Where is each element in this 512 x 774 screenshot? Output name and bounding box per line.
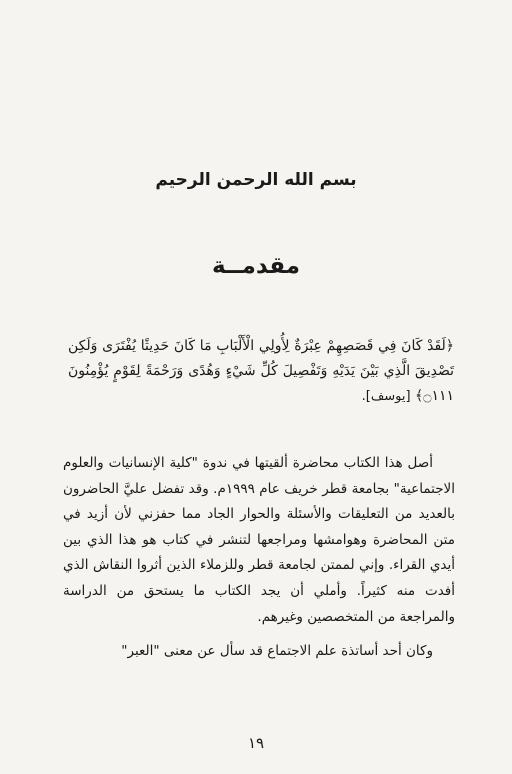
paragraph: أصل هذا الكتاب محاضرة ألقيتها في ندوة "كلية الإنسانيات والعلوم الاجتماعية" بجامعة قطر خريف عام ١٩٩٩م. وقد تفضل عليَّ الحاضرون بالعديد من التعليقات والأسئلة والحوار الجاد مما حفزني لأن أزيد في متن المحاضرة وهوامشها ومراجعها لتنشر في كتاب هو هذا الذي بين أيدي القراء. وإني لممتن لجامعة قطر وللزملاء الذين أثروا النقاش الذي أفدت منه كثيراً. وأملي أن يجد الكتاب ما يستحق من الدراسة والمراجعة من المتخصصين وغيرهم. (63, 455, 455, 625)
basmala-heading: بسم الله الرحمن الرحيم (155, 170, 357, 190)
quran-verse-text: ﴿لَقَدْ كَانَ فِي قَصَصِهِمْ عِبْرَةٌ لِأُولِي الْأَلْبَابِ مَا كَانَ حَدِيثًا يُفْتَرَى وَلَكِن تَصْدِيقَ الَّذِي بَيْنَ يَدَيْهِ وَتَفْصِيلَ كُلِّ شَيْءٍ وَهُدًى وَرَحْمَةً لِقَوْمٍ يُؤْمِنُونَ ۝١١١﴾ (68, 338, 454, 404)
quran-verse-reference: [يوسف]. (361, 389, 411, 404)
page-number: ١٩ (247, 734, 265, 752)
quran-verse-block (68, 334, 454, 409)
paragraph: وكان أحد أساتذة علم الاجتماع قد سأل عن معنى "العبر" (121, 643, 433, 660)
page-title: مقدمــة (212, 253, 300, 279)
body-text (63, 451, 455, 665)
